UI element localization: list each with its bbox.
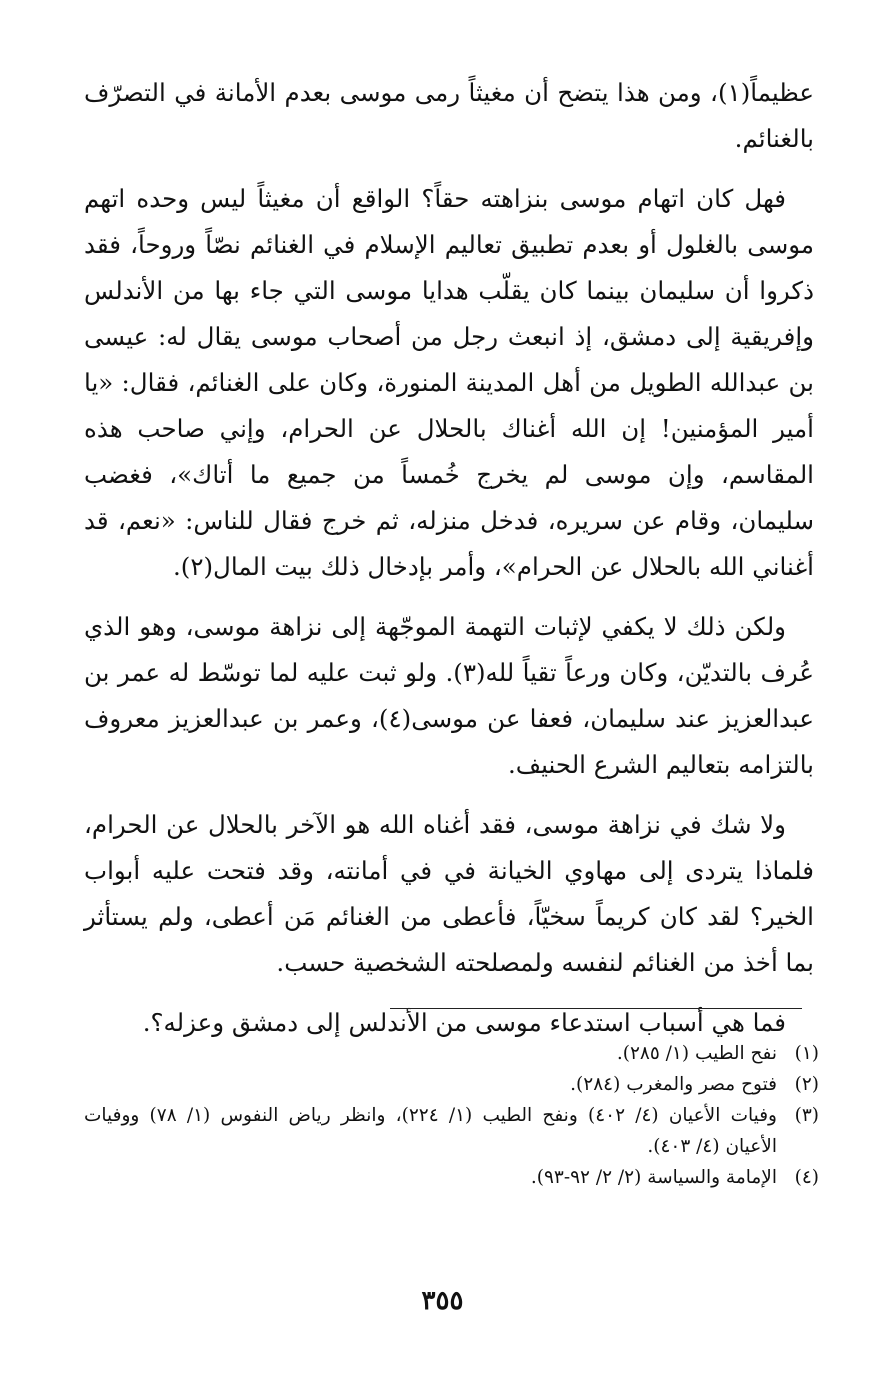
footnote-separator [390,1008,802,1009]
footnote-number: (١) [794,1043,819,1064]
paragraph-1: عظيماً(١)، ومن هذا يتضح أن مغيثاً رمى موسى بعدم الأمانة في التصرّف بالغنائم. [84,78,814,153]
footnote-4 [84,1162,819,1193]
footnote-2 [84,1069,819,1100]
paragraph-3: ولكن ذلك لا يكفي لإثبات التهمة الموجّهة إلى نزاهة موسى، وهو الذي عُرف بالتديّن، وكان ورعاً تقياً لله(٣). ولو ثبت عليه لما توسّط له عمر بن عبدالعزيز عند سليمان، فعفا عن موسى(٤)، وعمر بن عبدالعزيز معروف بالتزامه بتعاليم الشرع الحنيف. [84,612,814,779]
footnote-number: (٣) [794,1105,819,1126]
footnote-number: (٢) [794,1074,819,1095]
footnote-number: (٤) [794,1167,819,1188]
footnote-text: وفيات الأعيان (٤/ ٤٠٢) ونفح الطيب (١/ ٢٢٤)، وانظر رياض النفوس (١/ ٧٨) ووفيات الأعيان (٤/ ٤٠٣). [84,1105,777,1157]
main-text [84,70,814,1046]
footnotes [84,1038,819,1193]
paragraph-4: ولا شك في نزاهة موسى، فقد أغناه الله هو الآخر بالحلال عن الحرام، فلماذا يتردى إلى مهاوي الخيانة في في أمانته، وقد فتحت عليه أبواب الخير؟ لقد كان كريماً سخيّاً، فأعطى من الغنائم مَن أعطى، ولم يستأثر بما أخذ من الغنائم لنفسه ولمصلحته الشخصية حسب. [84,810,814,977]
footnote-text: نفح الطيب (١/ ٢٨٥). [616,1043,777,1064]
page-number: ٣٥٥ [421,1286,464,1316]
footnote-text: الإمامة والسياسة (٢/ ٢/ ٩٢-٩٣). [530,1167,777,1188]
footnote-1 [84,1038,819,1069]
footnote-text: فتوح مصر والمغرب (٢٨٤). [570,1074,777,1095]
paragraph-5: فما هي أسباب استدعاء موسى من الأندلس إلى دمشق وعزله؟. [142,1008,786,1037]
paragraph-2: فهل كان اتهام موسى بنزاهته حقاً؟ الواقع أن مغيثاً ليس وحده اتهم موسى بالغلول أو بعدم تطبيق تعاليم الإسلام في الغنائم نصّاً وروحاً، فقد ذكروا أن سليمان بينما كان يقلّب هدايا موسى التي جاء بها من الأندلس وإفريقية إلى دمشق، إذ انبعث رجل من أصحاب موسى يقال له: عيسى بن عبدالله الطويل من أهل المدينة المنورة، وكان على الغنائم، فقال: «يا أمير المؤمنين! إن الله أغناك بالحلال عن الحرام، وإني صاحب هذه المقاسم، وإن موسى لم يخرج خُمساً من جميع ما أتاك»، فغضب سليمان، وقام عن سريره، فدخل منزله، ثم خرج فقال للناس: «نعم، قد أغناني الله بالحلال عن الحرام»، وأمر بإدخال ذلك بيت المال(٢). [84,184,814,581]
footnote-3 [84,1100,819,1162]
